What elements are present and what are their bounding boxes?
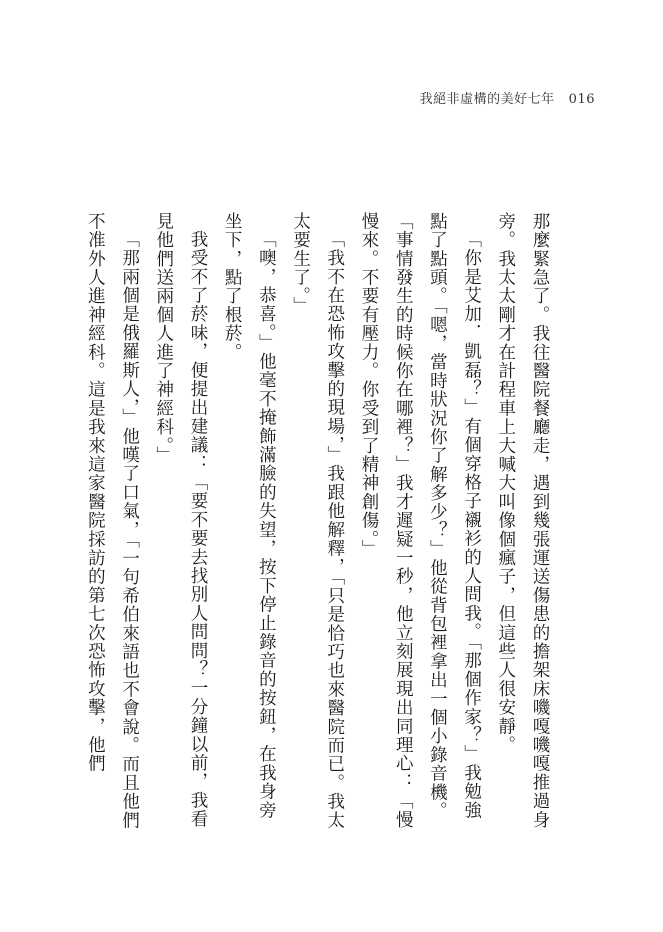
vertical-body-text	[78, 212, 557, 832]
running-header-title: 我絕非虛構的美好七年	[419, 92, 555, 107]
paragraph: 「那兩個是俄羅斯人，」他嘆了口氣，「一句希伯來語也不會說。而且他們不准外人進神經科。這是我來這家醫院採訪的第七次恐怖攻擊，他們	[85, 212, 140, 830]
paragraph: 「我不在恐怖攻擊的現場，」我跟他解釋，「只是恰巧也來醫院而已。我太太要生了。」	[290, 212, 345, 830]
paragraph: 「噢，恭喜。」他毫不掩飾滿臉的失望，按下停止錄音的按鈕，在我身旁坐下，點了根菸。	[222, 212, 277, 820]
paragraph: 「你是艾加．凱磊？」有個穿格子襯衫的人問我。「那個作家？」我勉強點了點頭。「嗯，當時狀況你了解多少？」他從背包裡拿出一個小錄音機。「事情發生的時候你在哪裡？」我才遲疑一秒，他立刻展現出同理心：「慢慢來。不要有壓力。你受到了精神創傷。」	[358, 212, 482, 830]
paragraph: 那麼緊急了。我往醫院餐廳走，遇到幾張運送傷患的擔架床嘰嘎嘰嘎推過身旁。我太太剛才在計程車上大喊大叫像個瘋子，但這些人很安靜。	[495, 212, 550, 830]
paragraph: 我受不了菸味，便提出建議：「要不要去找別人問問？一分鐘以前，我看見他們送兩個人進了神經科。」	[153, 212, 208, 828]
running-header	[420, 88, 595, 107]
page-number: 016	[568, 92, 595, 107]
